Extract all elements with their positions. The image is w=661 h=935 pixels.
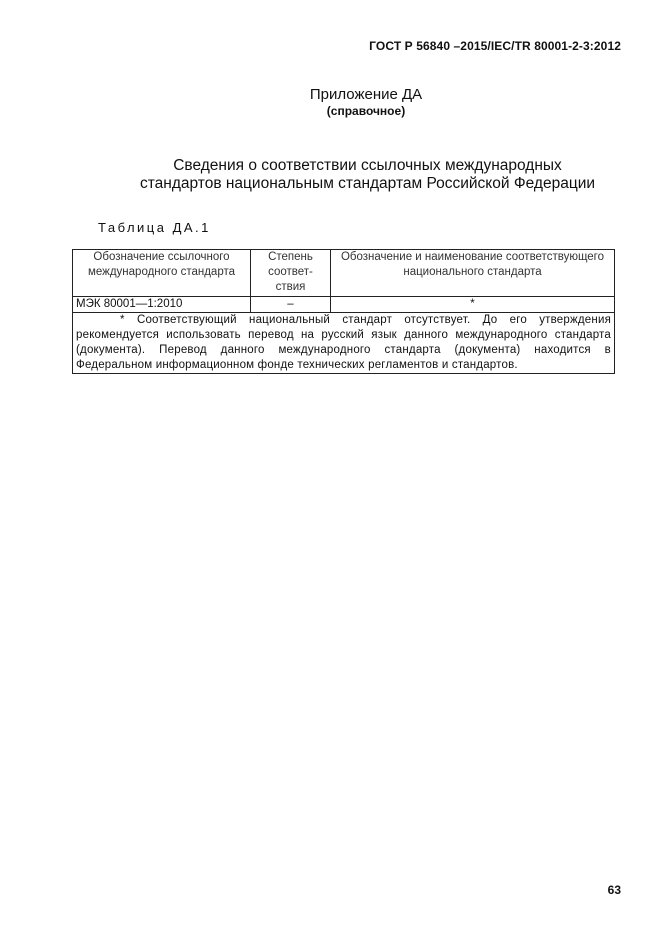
table-row [73,297,615,313]
annex-subtitle: (справочное) [326,104,406,118]
page-number: 63 [607,883,621,897]
cell-degree: – [251,297,331,313]
table-header-row [73,250,615,297]
section-title [70,157,661,193]
annex-title: Приложение ДА [309,86,423,103]
table-footnote: * Соответствующий национальный стандарт отсутствует. До его утверждения рекомендуется использовать перевод на русский язык данного международного стандарта (документа). Перевод данного международного стандарта (документа) находится в Федеральном информационном фонде технических регламентов и стандартов. [73,313,615,374]
section-title-line-1: Сведения о соответствии ссылочных международных [173,157,562,174]
cell-reference-standard: МЭК 80001—1:2010 [73,297,251,313]
column-header-degree: Степень соответ-ствия [251,250,331,297]
document-header-code: ГОСТ Р 56840 –2015/IEC/TR 80001-2-3:2012 [369,39,621,53]
standards-correspondence-table [72,249,615,374]
section-title-line-2: стандартов национальным стандартам Российской Федерации [139,175,596,192]
cell-national-standard: * [331,297,615,313]
table-caption: Таблица ДА.1 [98,220,211,235]
table-note-row [73,313,615,374]
column-header-national: Обозначение и наименование соответствующего национального стандарта [331,250,615,297]
column-header-reference: Обозначение ссылочного международного стандарта [73,250,251,297]
